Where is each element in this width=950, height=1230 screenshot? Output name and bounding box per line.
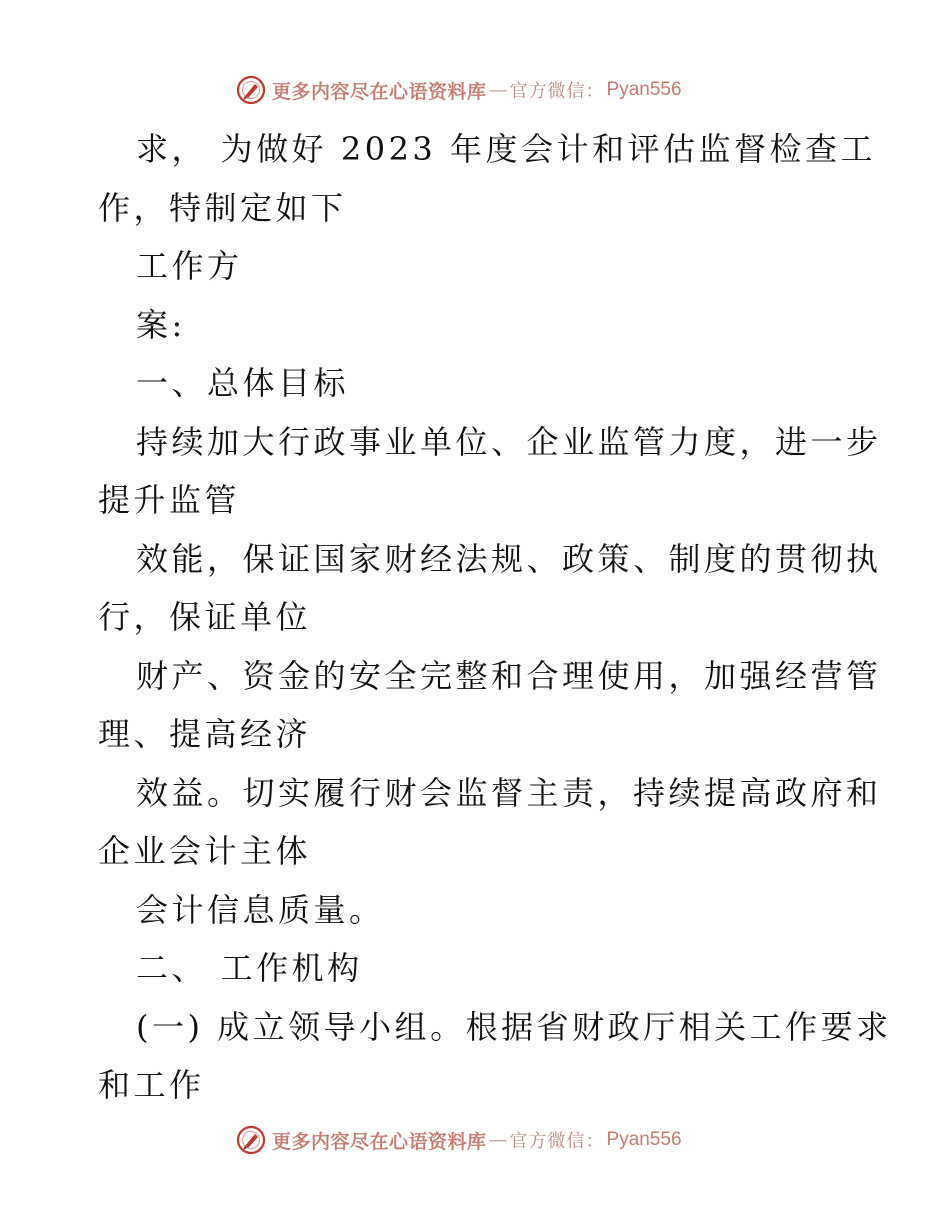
text-line: 效益。切实履行财会监督主责，持续提高政府和 xyxy=(136,773,882,812)
watermark-wechat-id: Pyan556 xyxy=(606,79,682,100)
watermark-wechat-id: Pyan556 xyxy=(606,1129,682,1150)
section-heading: 一、总体目标 xyxy=(136,364,350,402)
text-line: 工作方 xyxy=(136,247,243,285)
text-line: 企业会计主体 xyxy=(98,832,312,870)
text-line: 财产、资金的安全完整和合理使用，加强经营管 xyxy=(136,656,882,695)
pen-logo-icon xyxy=(236,1125,266,1155)
header-watermark xyxy=(236,72,682,108)
text-line: 作，特制定如下 xyxy=(98,188,347,227)
watermark-wechat-label: 官方微信： xyxy=(509,1131,605,1152)
pen-logo-icon xyxy=(236,75,266,105)
watermark-wechat-label: 官方微信： xyxy=(509,81,605,102)
text-line: 效能，保证国家财经法规、政策、制度的贯彻执 xyxy=(136,539,882,578)
text-line: 理、提高经济 xyxy=(98,715,312,753)
text-line: 持续加大行政事业单位、企业监管力度，进一步 xyxy=(136,422,882,461)
watermark-text: 更多内容尽在心语资料库 xyxy=(272,1130,487,1153)
text-line: 提升监管 xyxy=(98,481,241,519)
text-line: 求， 为做好 2023 年度会计和评估监督检查工 xyxy=(136,130,876,168)
text-line: 和工作 xyxy=(98,1066,205,1104)
text-line: (一) 成立领导小组。根据省财政厅相关工作要求 xyxy=(136,1007,892,1046)
watermark-text: 更多内容尽在心语资料库 xyxy=(272,80,487,103)
text-line: 案: xyxy=(136,305,186,344)
document-body xyxy=(98,120,892,1115)
text-line: 会计信息质量。 xyxy=(136,890,385,929)
text-line: 行，保证单位 xyxy=(98,598,312,636)
footer-watermark xyxy=(236,1122,682,1158)
watermark-dash: — xyxy=(488,1129,508,1151)
watermark-dash: — xyxy=(488,79,508,101)
section-heading: 二、 工作机构 xyxy=(136,949,363,987)
